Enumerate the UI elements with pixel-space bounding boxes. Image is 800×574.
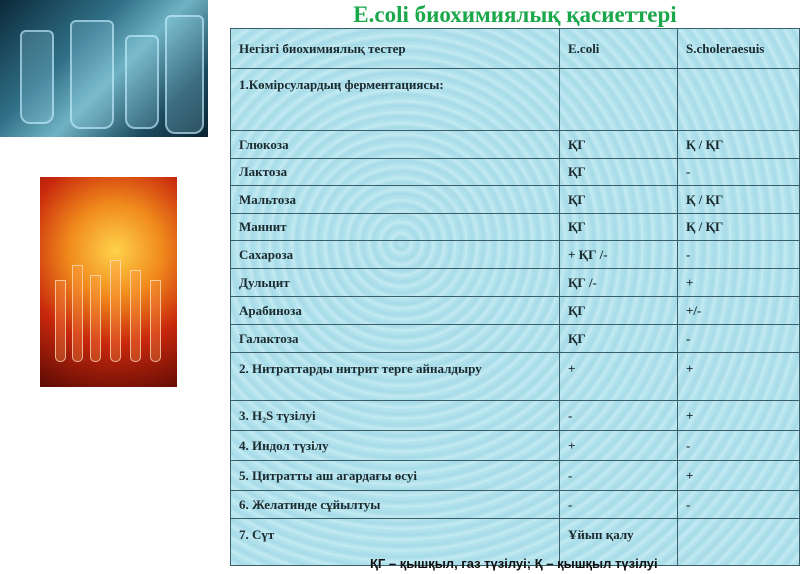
cell-test: Дульцит — [231, 269, 560, 297]
cell-test: 2. Нитраттарды нитрит терге айналдыру — [231, 353, 560, 401]
cell-ecoli: ҚГ — [560, 297, 678, 325]
cell-test: 7. Сүт — [231, 519, 560, 566]
cell-ecoli: ҚГ /- — [560, 269, 678, 297]
table-row — [231, 401, 800, 431]
cell-ecoli: - — [560, 401, 678, 431]
table-row — [231, 241, 800, 269]
table-row — [231, 461, 800, 491]
cell-test: 5. Цитратты аш агардағы өсуі — [231, 461, 560, 491]
cell-test: Лактоза — [231, 159, 560, 186]
cell-test: Глюкоза — [231, 131, 560, 159]
cell-schol: - — [678, 431, 800, 461]
table-row — [231, 214, 800, 241]
footnote: ҚГ – қышқыл, газ түзілуі; Қ – қышқыл түзілуі — [370, 556, 658, 571]
table-row — [231, 131, 800, 159]
cell-schol — [678, 519, 800, 566]
table-row — [231, 186, 800, 214]
cell-ecoli: ҚГ — [560, 325, 678, 353]
cell-ecoli: Ұйып қалу — [560, 519, 678, 566]
cell-ecoli: + — [560, 353, 678, 401]
cell-test: 6. Желатинде сұйылтуы — [231, 491, 560, 519]
table-row — [231, 325, 800, 353]
cell-schol: Қ / ҚГ — [678, 214, 800, 241]
cell-ecoli — [560, 69, 678, 131]
cell-ecoli: ҚГ — [560, 186, 678, 214]
cell-schol: Қ / ҚГ — [678, 186, 800, 214]
cell-test: Мальтоза — [231, 186, 560, 214]
cell-test: 1.Көмірсулардың ферментациясы: — [231, 69, 560, 131]
cell-ecoli: - — [560, 461, 678, 491]
cell-ecoli: ҚГ — [560, 131, 678, 159]
table-row — [231, 353, 800, 401]
table-row — [231, 297, 800, 325]
cell-schol: - — [678, 241, 800, 269]
cell-ecoli: + — [560, 431, 678, 461]
cell-ecoli: + ҚГ /- — [560, 241, 678, 269]
header-cell: S.choleraesuis — [678, 29, 800, 69]
biochem-table — [230, 28, 800, 566]
cell-test: Маннит — [231, 214, 560, 241]
cell-schol: + — [678, 353, 800, 401]
cell-schol: - — [678, 491, 800, 519]
test-tubes-image — [40, 177, 177, 387]
table-row — [231, 69, 800, 131]
cell-test: 4. Индол түзілу — [231, 431, 560, 461]
cell-schol: + — [678, 401, 800, 431]
cell-test: 3. H₂S түзілуі — [231, 401, 560, 431]
cell-schol: + — [678, 461, 800, 491]
table-row — [231, 269, 800, 297]
table-header-row — [231, 29, 800, 69]
cell-schol: + — [678, 269, 800, 297]
cell-ecoli: ҚГ — [560, 214, 678, 241]
lab-glassware-image — [0, 0, 208, 137]
cell-schol: +/- — [678, 297, 800, 325]
page-title: E.coli биохимиялық қасиеттері — [353, 2, 677, 27]
cell-test: Галактоза — [231, 325, 560, 353]
cell-schol: - — [678, 159, 800, 186]
cell-schol — [678, 69, 800, 131]
table-row — [231, 491, 800, 519]
header-cell: E.coli — [560, 29, 678, 69]
cell-ecoli: - — [560, 491, 678, 519]
cell-ecoli: ҚГ — [560, 159, 678, 186]
cell-schol: - — [678, 325, 800, 353]
table-row — [231, 159, 800, 186]
cell-test: Сахароза — [231, 241, 560, 269]
cell-schol: Қ / ҚГ — [678, 131, 800, 159]
header-cell: Негізгі биохимиялық тестер — [231, 29, 560, 69]
table-row — [231, 431, 800, 461]
cell-test: Арабиноза — [231, 297, 560, 325]
